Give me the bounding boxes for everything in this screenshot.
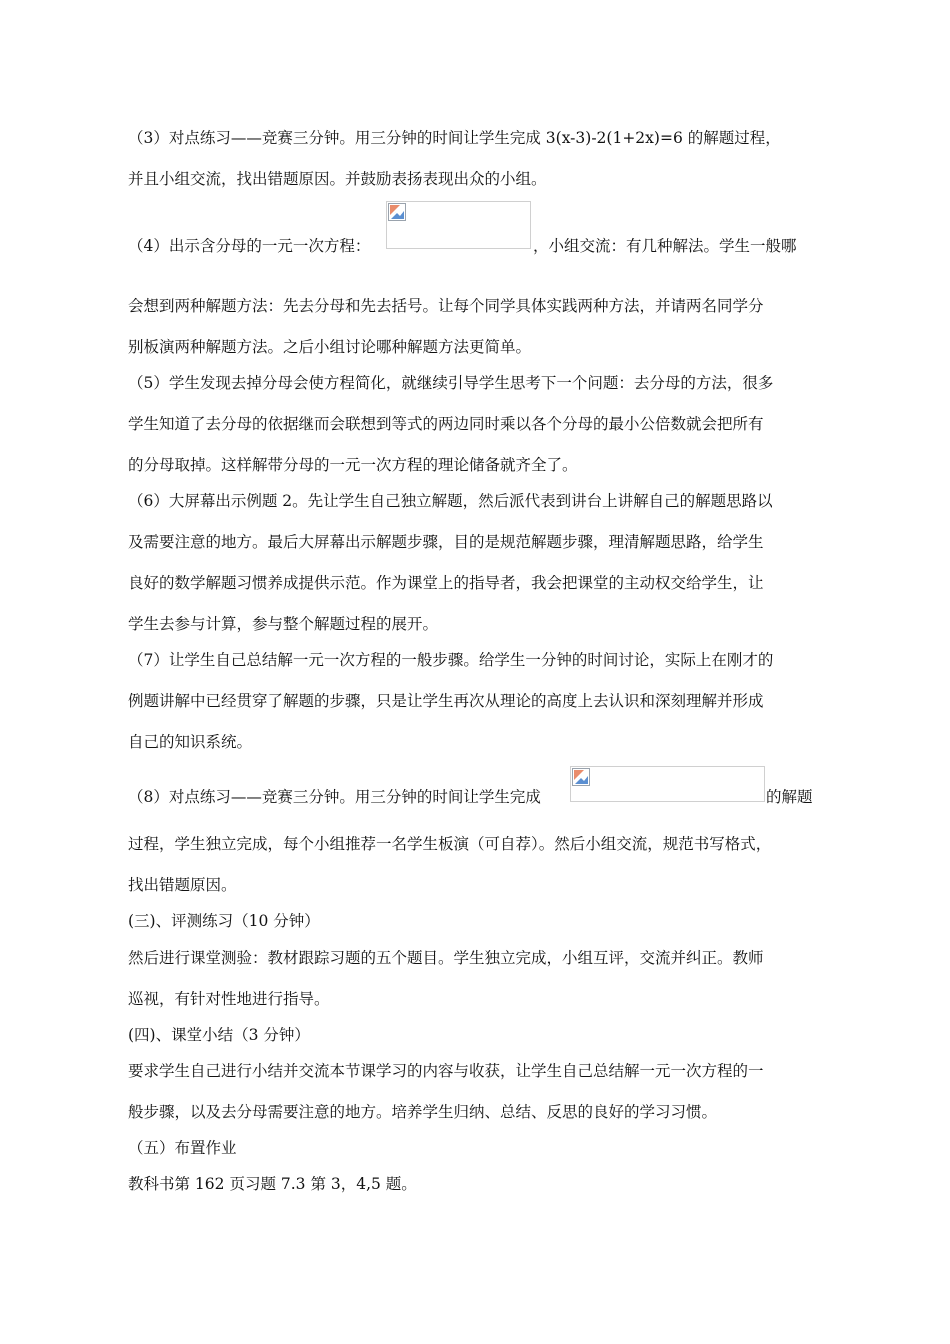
paragraph-8-text-before: （8）对点练习——竞赛三分钟。用三分钟的时间让学生完成 <box>128 788 541 806</box>
section-4-heading: (四)、课堂小结（3 分钟） <box>128 1026 310 1044</box>
paragraph-7-line-1: （7）让学生自己总结解一元一次方程的一般步骤。给学生一分钟的时间讨论，实际上在刚才的 <box>128 651 774 669</box>
paragraph-8-line-3: 找出错题原因。 <box>128 876 237 894</box>
section-3-heading: (三)、评测练习（10 分钟） <box>128 912 320 930</box>
exercise-equation-image-placeholder <box>570 766 765 802</box>
paragraph-8-text-after: 的解题 <box>766 788 813 806</box>
paragraph-6-line-2: 及需要注意的地方。最后大屏幕出示解题步骤，目的是规范解题步骤，理清解题思路，给学生 <box>128 533 764 551</box>
section-3-body-line-1: 然后进行课堂测验：教材跟踪习题的五个题目。学生独立完成，小组互评，交流并纠正。教师 <box>128 949 764 967</box>
paragraph-3-line-1: （3）对点练习——竞赛三分钟。用三分钟的时间让学生完成 3(x-3)-2(1+2x)=6 的解题过程， <box>128 129 781 147</box>
paragraph-6-line-4: 学生去参与计算，参与整个解题过程的展开。 <box>128 615 439 633</box>
equation-image-placeholder <box>386 201 531 249</box>
paragraph-3-line-2: 并且小组交流，找出错题原因。并鼓励表扬表现出众的小组。 <box>128 170 547 188</box>
paragraph-5-line-2: 学生知道了去分母的依据继而会联想到等式的两边同时乘以各个分母的最小公倍数就会把所有 <box>128 415 764 433</box>
paragraph-7-line-2: 例题讲解中已经贯穿了解题的步骤，只是让学生再次从理论的高度上去认识和深刻理解并形成 <box>128 692 764 710</box>
paragraph-4-line-1 <box>128 236 370 256</box>
broken-image-icon <box>572 768 590 786</box>
section-5-body: 教科书第 162 页习题 7.3 第 3，4,5 题。 <box>128 1175 417 1193</box>
paragraph-5-line-3: 的分母取掉。这样解带分母的一元一次方程的理论储备就齐全了。 <box>128 456 578 474</box>
paragraph-4-line-2: 会想到两种解题方法：先去分母和先去括号。让每个同学具体实践两种方法，并请两名同学分 <box>128 297 764 315</box>
section-4-body-line-2: 般步骤，以及去分母需要注意的地方。培养学生归纳、总结、反思的良好的学习习惯。 <box>128 1103 718 1121</box>
paragraph-4-text-before: （4）出示含分母的一元一次方程： <box>128 237 371 255</box>
paragraph-7-line-3: 自己的知识系统。 <box>128 733 253 751</box>
paragraph-4-text-after: ，小组交流：有几种解法。学生一般哪 <box>533 237 797 255</box>
broken-image-icon <box>388 203 406 221</box>
section-4-body-line-1: 要求学生自己进行小结并交流本节课学习的内容与收获，让学生自己总结解一元一次方程的一 <box>128 1062 764 1080</box>
paragraph-6-line-3: 良好的数学解题习惯养成提供示范。作为课堂上的指导者，我会把课堂的主动权交给学生，让 <box>128 574 764 592</box>
paragraph-6-line-1: （6）大屏幕出示例题 2。先让学生自己独立解题，然后派代表到讲台上讲解自己的解题思路以 <box>128 492 773 510</box>
paragraph-8-line-2: 过程，学生独立完成，每个小组推荐一名学生板演（可自荐）。然后小组交流，规范书写格式， <box>128 835 772 853</box>
paragraph-5-line-1: （5）学生发现去掉分母会使方程简化，就继续引导学生思考下一个问题：去分母的方法，很多 <box>128 374 774 392</box>
paragraph-4-line-3: 别板演两种解题方法。之后小组讨论哪种解题方法更简单。 <box>128 338 532 356</box>
section-3-body-line-2: 巡视，有针对性地进行指导。 <box>128 990 330 1008</box>
section-5-heading: （五）布置作业 <box>128 1139 237 1157</box>
